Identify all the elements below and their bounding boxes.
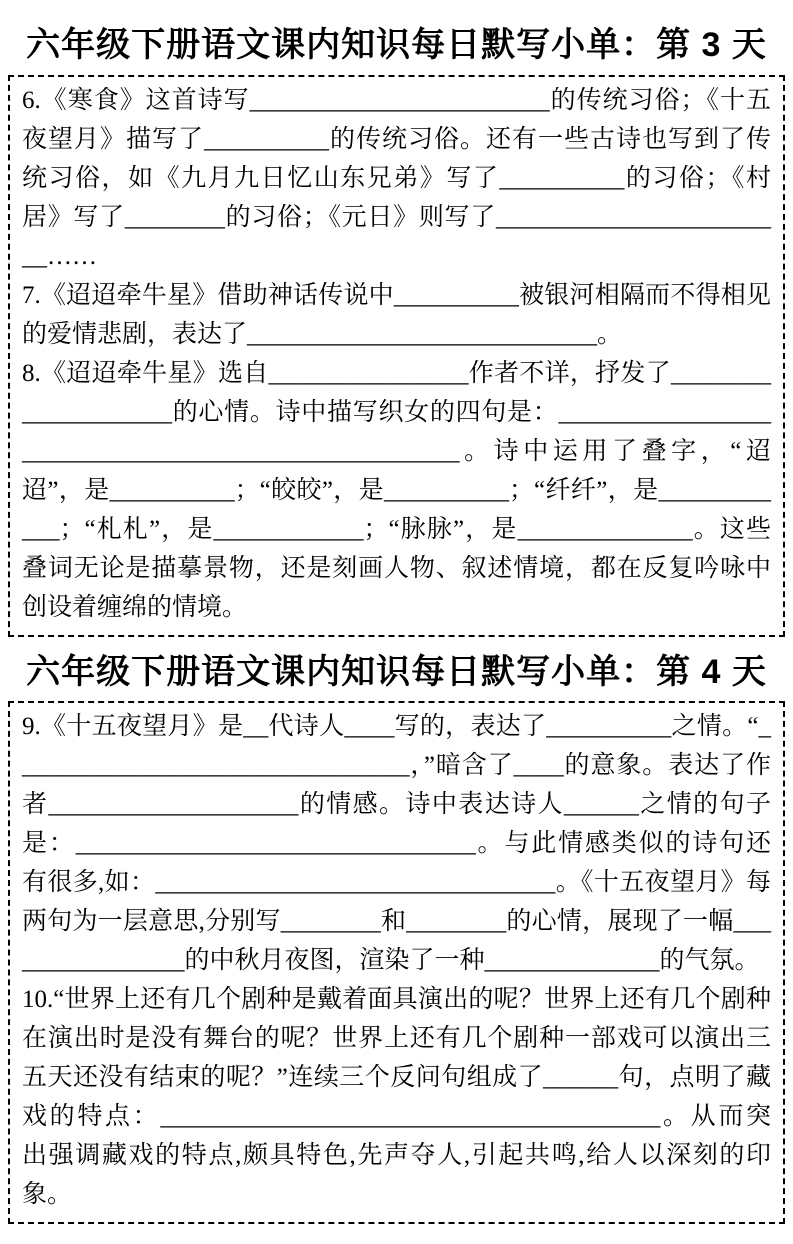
question-6: 6.《寒食》这首诗写________________________的传统习俗；《十五夜望月》描写了__________的传统习俗。还有一些古诗也写到了传统习俗，如《九月九日忆山东兄弟》写了__________的习俗；《村居》写了________的习俗；《元日》则写了________________________……: [22, 86, 771, 270]
question-9: 9.《十五夜望月》是__代诗人____写的，表达了__________之情。“________________________________，”暗含了____的意象。表达了作者____________________的情感。诗中表达诗人______之情的句子是：________________________________。与此情感类似的诗句还有很多,如：________________________________。《十五夜望月》每两句为一层意思,分别写________和________的心情，展现了一幅________________的中秋月夜图，渲染了一种______________的气氛。: [22, 713, 771, 974]
day-4-section: [8, 651, 785, 1225]
question-7: 7.《迢迢牵牛星》借助神话传说中__________被银河相隔而不得相见的爱情悲剧，表达了____________________________。: [22, 281, 771, 348]
section-title-day4: 六年级下册语文课内知识每日默写小单：第 4 天: [26, 652, 767, 691]
day4-question-box: [8, 701, 785, 1224]
day3-question-box: [8, 75, 785, 637]
day-3-section: [8, 24, 785, 637]
section-title-day3: 六年级下册语文课内知识每日默写小单：第 3 天: [26, 26, 767, 64]
question-10: 10.“世界上还有几个剧种是戴着面具演出的呢？世界上还有几个剧种在演出时是没有舞台的呢？世界上还有几个剧种一部戏可以演出三五天还没有结束的呢？”连续三个反问句组成了______句，点明了藏戏的特点：________________________________________。从而突出强调藏戏的特点,颇具特色,先声夺人,引起共鸣,给人以深刻的印象。: [22, 986, 771, 1208]
question-8: 8.《迢迢牵牛星》选自________________作者不详，抒发了____________________的心情。诗中描写织女的四句是：____________________________________________________。诗中运用了叠字，“迢迢”，是__________；“皎皎”，是__________；“纤纤”，是____________；“札札”，是____________；“脉脉”，是______________。这些叠词无论是描摹景物，还是刻画人物、叙述情境，都在反复吟咏中创设着缠绵的情境。: [22, 359, 771, 621]
